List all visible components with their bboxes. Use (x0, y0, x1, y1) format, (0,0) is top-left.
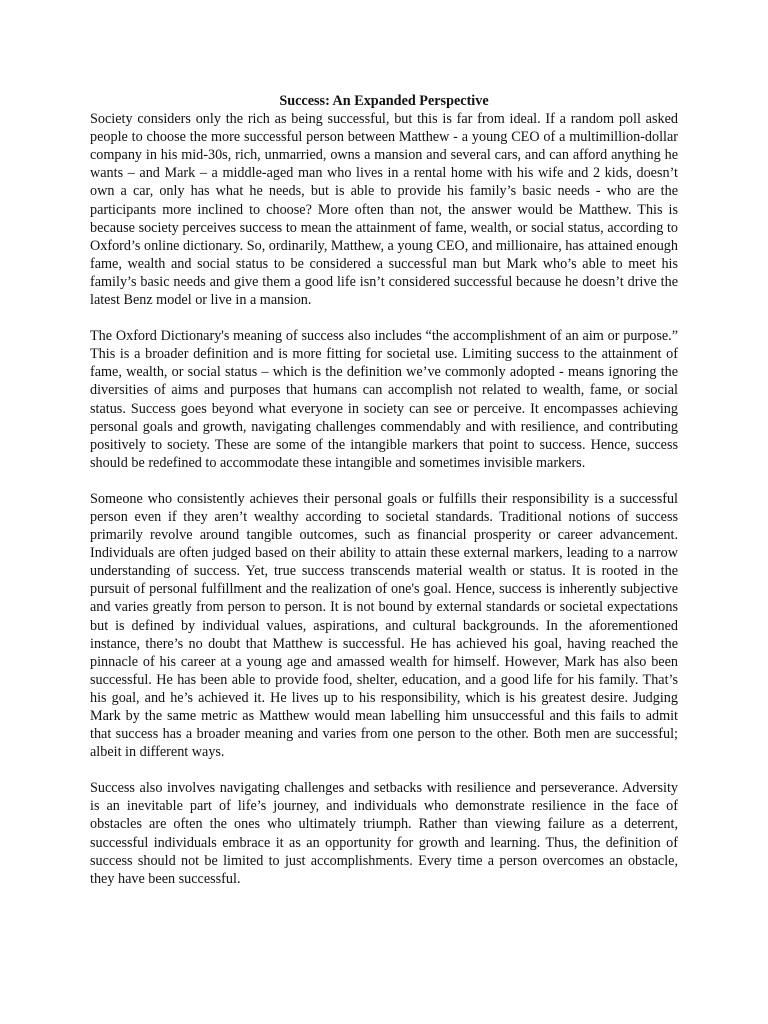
paragraph-1: Society considers only the rich as being successful, but this is far from ideal. If a random poll asked people to choose the more successful person between Matthew - a young CEO of a multimillion-dollar company in his mid-30s, rich, unmarried, owns a mansion and several cars, and can afford anything he wants – and Mark – a middle-aged man who lives in a rental home with his wife and 2 kids, doesn’t own a car, only has what he needs, but is able to provide his family’s basic needs - who are the participants more inclined to choose? More often than not, the answer would be Matthew. This is because society perceives success to mean the attainment of fame, wealth, or social status, according to Oxford’s online dictionary. So, ordinarily, Matthew, a young CEO, and millionaire, has attained enough fame, wealth and social status to be considered a successful man but Mark who’s able to meet his family’s basic needs and give them a good life isn’t considered successful because he doesn’t drive the latest Benz model or live in a mansion. (90, 111, 678, 309)
document-title: Success: An Expanded Perspective (279, 93, 489, 109)
paragraph-2: The Oxford Dictionary's meaning of success also includes “the accomplishment of an aim or purpose.” This is a broader definition and is more fitting for societal use. Limiting success to the attainment of fame, wealth, or social status – which is the definition we’ve commonly adopted - means ignoring the diversities of aims and purposes that humans can accomplish not related to wealth, fame, or social status. Success goes beyond what everyone in society can see or perceive. It encompasses achieving personal goals and growth, navigating challenges commendably and with resilience, and contributing positively to society. These are some of the intangible markers that point to success. Hence, success should be redefined to accommodate these intangible and sometimes invisible markers. (90, 328, 678, 471)
document-page (90, 92, 678, 906)
paragraph-4: Success also involves navigating challenges and setbacks with resilience and perseverance. Adversity is an inevitable part of life’s journey, and individuals who demonstrate resilience in the face of obstacles are often the ones who ultimately triumph. Rather than viewing failure as a deterrent, successful individuals embrace it as an opportunity for growth and learning. Thus, the definition of success should not be limited to just accomplishments. Every time a person overcomes an obstacle, they have been successful. (90, 780, 678, 887)
paragraph-3: Someone who consistently achieves their personal goals or fulfills their responsibility is a successful person even if they aren’t wealthy according to societal standards. Traditional notions of success primarily revolve around tangible outcomes, such as financial prosperity or career advancement. Individuals are often judged based on their ability to attain these external markers, leading to a narrow understanding of success. Yet, true success transcends material wealth or status. It is rooted in the pursuit of personal fulfillment and the realization of one's goal. Hence, success is inherently subjective and varies greatly from person to person. It is not bound by external standards or societal expectations but is defined by individual values, aspirations, and cultural backgrounds. In the aforementioned instance, there’s no doubt that Matthew is successful. He has achieved his goal, having reached the pinnacle of his career at a young age and amassed wealth for himself. However, Mark has also been successful. He has been able to provide food, shelter, education, and a good life for his family. That’s his goal, and he’s achieved it. He lives up to his responsibility, which is his greatest desire. Judging Mark by the same metric as Matthew would mean labelling him unsuccessful and this fails to admit that success has a broader meaning and varies from one person to the other. Both men are successful; albeit in different ways. (90, 490, 678, 761)
